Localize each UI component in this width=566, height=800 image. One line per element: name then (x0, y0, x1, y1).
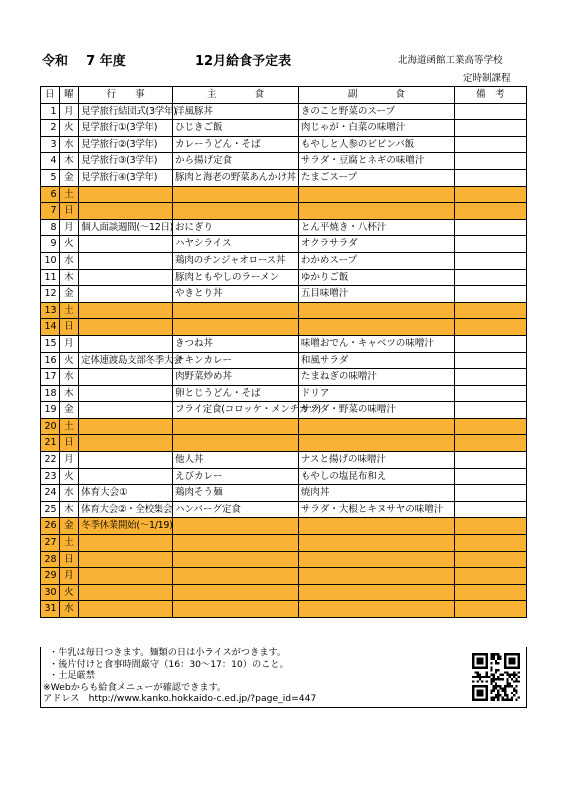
header-weekday: 曜 (59, 87, 79, 104)
table-row (41, 385, 527, 402)
cell-weekday: 月 (59, 452, 79, 469)
cell-weekday: 水 (59, 601, 79, 618)
cell-weekday: 金 (59, 169, 79, 186)
cell-event (79, 402, 173, 419)
table-row (41, 584, 527, 601)
cell-note (454, 319, 526, 336)
cell-weekday: 月 (59, 103, 79, 120)
cell-day: 11 (41, 269, 60, 286)
cell-main: から揚げ定食 (173, 153, 299, 170)
cell-note (454, 584, 526, 601)
cell-day: 1 (41, 103, 60, 120)
cell-side (298, 418, 454, 435)
cell-side: もやしの塩昆布和え (298, 468, 454, 485)
cell-note (454, 186, 526, 203)
cell-event (79, 335, 173, 352)
cell-weekday: 月 (59, 335, 79, 352)
table-row (41, 518, 527, 535)
cell-weekday: 月 (59, 568, 79, 585)
cell-event (79, 584, 173, 601)
cell-note (454, 568, 526, 585)
cell-day: 25 (41, 501, 60, 518)
cell-note (454, 601, 526, 618)
cell-side (298, 435, 454, 452)
cell-side: わかめスープ (298, 252, 454, 269)
cell-main: カレーうどん・そば (173, 136, 299, 153)
cell-event: 冬季休業開始(～1/19) (79, 518, 173, 535)
header-note: 備 考 (454, 87, 526, 104)
cell-day: 7 (41, 203, 60, 220)
cell-side: オクラサラダ (298, 236, 454, 253)
cell-event (79, 286, 173, 303)
cell-day: 12 (41, 286, 60, 303)
cell-side: 和風サラダ (298, 352, 454, 369)
cell-day: 4 (41, 153, 60, 170)
cell-day: 2 (41, 120, 60, 137)
course-name: 定時制課程 (463, 73, 511, 84)
cell-event (79, 319, 173, 336)
cell-event: 体育大会②・全校集会 (79, 501, 173, 518)
cell-event (79, 601, 173, 618)
cell-weekday: 火 (59, 236, 79, 253)
cell-event (79, 568, 173, 585)
cell-side (298, 518, 454, 535)
cell-weekday: 金 (59, 286, 79, 303)
cell-weekday: 土 (59, 302, 79, 319)
cell-day: 14 (41, 319, 60, 336)
cell-main: 肉野菜炒め丼 (173, 369, 299, 386)
cell-main (173, 601, 299, 618)
notes-list (41, 647, 526, 705)
table-row (41, 236, 527, 253)
header-main: 主 食 (173, 87, 299, 104)
table-row (41, 219, 527, 236)
cell-note (454, 269, 526, 286)
table-row (41, 335, 527, 352)
table-row (41, 153, 527, 170)
cell-main: 鶏肉そう麺 (173, 485, 299, 502)
cell-note (454, 551, 526, 568)
cell-weekday: 金 (59, 518, 79, 535)
cell-event (79, 269, 173, 286)
table-row (41, 551, 527, 568)
notes-box (40, 647, 527, 708)
table-row (41, 286, 527, 303)
note-line: ・牛乳は毎日つきます。麺類の日は小ライスがつきます。 (49, 647, 287, 658)
cell-side: もやしと人参のビビンバ飯 (298, 136, 454, 153)
header-day: 日 (41, 87, 60, 104)
cell-weekday: 土 (59, 535, 79, 552)
header-event: 行 事 (79, 87, 173, 104)
cell-main: 洋風豚丼 (173, 103, 299, 120)
cell-main (173, 584, 299, 601)
page-title: 12月給食予定表 (195, 54, 292, 69)
note-line: アドレス http://www.kanko.hokkaido-c.ed.jp/?page_id=447 (43, 693, 317, 704)
cell-weekday: 火 (59, 584, 79, 601)
cell-note (454, 352, 526, 369)
cell-main: 豚肉と海老の野菜あんかけ丼 (173, 169, 299, 186)
cell-note (454, 169, 526, 186)
note-line: ※Webからも給食メニューが確認できます。 (43, 681, 227, 693)
cell-event (79, 302, 173, 319)
cell-event (79, 468, 173, 485)
cell-weekday: 日 (59, 319, 79, 336)
table-row (41, 501, 527, 518)
cell-day: 29 (41, 568, 60, 585)
year: 7 年度 (86, 54, 126, 69)
cell-weekday: 水 (59, 485, 79, 502)
cell-event: 見学旅行③(3学年) (79, 153, 173, 170)
cell-note (454, 120, 526, 137)
cell-side (298, 535, 454, 552)
cell-event (79, 452, 173, 469)
table-row (41, 601, 527, 618)
cell-main (173, 535, 299, 552)
cell-main: ハヤシライス (173, 236, 299, 253)
cell-day: 23 (41, 468, 60, 485)
menu-table (40, 86, 527, 618)
cell-main: 卵とじうどん・そば (173, 385, 299, 402)
table-row (41, 402, 527, 419)
cell-day: 5 (41, 169, 60, 186)
table-row (41, 352, 527, 369)
cell-side: たまごスープ (298, 169, 454, 186)
cell-note (454, 501, 526, 518)
cell-day: 15 (41, 335, 60, 352)
cell-event: 見学旅行①(3学年) (79, 120, 173, 137)
cell-weekday: 日 (59, 551, 79, 568)
cell-main: おにぎり (173, 219, 299, 236)
cell-day: 10 (41, 252, 60, 269)
cell-note (454, 535, 526, 552)
cell-weekday: 火 (59, 468, 79, 485)
cell-main: えびカレー (173, 468, 299, 485)
cell-day: 18 (41, 385, 60, 402)
cell-main: ハンバーグ定食 (173, 501, 299, 518)
cell-weekday: 水 (59, 252, 79, 269)
cell-side: ゆかりご飯 (298, 269, 454, 286)
cell-side: 焼肉丼 (298, 485, 454, 502)
table-row (41, 103, 527, 120)
cell-day: 31 (41, 601, 60, 618)
era: 令和 (42, 54, 69, 69)
cell-note (454, 435, 526, 452)
cell-weekday: 木 (59, 501, 79, 518)
table-row (41, 435, 527, 452)
cell-day: 16 (41, 352, 60, 369)
table-row (41, 252, 527, 269)
cell-main (173, 418, 299, 435)
cell-side: きのこと野菜のスープ (298, 103, 454, 120)
cell-note (454, 385, 526, 402)
cell-main (173, 203, 299, 220)
cell-main: やきとり丼 (173, 286, 299, 303)
cell-note (454, 452, 526, 469)
cell-note (454, 402, 526, 419)
cell-event (79, 385, 173, 402)
table-header-row (41, 87, 527, 104)
cell-side: 五目味噌汁 (298, 286, 454, 303)
cell-weekday: 木 (59, 153, 79, 170)
cell-main: きつね丼 (173, 335, 299, 352)
school-name: 北海道函館工業高等学校 (398, 55, 503, 66)
cell-side (298, 203, 454, 220)
cell-weekday: 日 (59, 435, 79, 452)
menu-body (41, 103, 527, 617)
cell-main (173, 568, 299, 585)
cell-day: 17 (41, 369, 60, 386)
cell-main (173, 551, 299, 568)
header-side: 副 食 (298, 87, 454, 104)
table-row (41, 452, 527, 469)
cell-weekday: 水 (59, 369, 79, 386)
cell-day: 13 (41, 302, 60, 319)
cell-side (298, 601, 454, 618)
cell-day: 21 (41, 435, 60, 452)
table-row (41, 186, 527, 203)
cell-event: 見学旅行②(3学年) (79, 136, 173, 153)
cell-main: 豚肉ともやしのラーメン (173, 269, 299, 286)
qr-code-icon[interactable] (472, 653, 520, 701)
note-line: ・土足厳禁 (49, 670, 95, 681)
table-row (41, 485, 527, 502)
table-row (41, 535, 527, 552)
cell-main: 他人丼 (173, 452, 299, 469)
table-row (41, 169, 527, 186)
cell-weekday: 水 (59, 136, 79, 153)
cell-event: 見学旅行結団式(3学年) (79, 103, 173, 120)
cell-main (173, 302, 299, 319)
cell-side (298, 186, 454, 203)
cell-note (454, 136, 526, 153)
cell-side: サラダ・野菜の味噌汁 (298, 402, 454, 419)
cell-day: 27 (41, 535, 60, 552)
cell-main (173, 186, 299, 203)
cell-side (298, 584, 454, 601)
cell-event (79, 551, 173, 568)
cell-weekday: 土 (59, 186, 79, 203)
cell-weekday: 火 (59, 120, 79, 137)
table-row (41, 269, 527, 286)
cell-day: 26 (41, 518, 60, 535)
cell-side (298, 302, 454, 319)
cell-day: 30 (41, 584, 60, 601)
cell-note (454, 219, 526, 236)
cell-main: ひじきご飯 (173, 120, 299, 137)
cell-event (79, 369, 173, 386)
table-row (41, 120, 527, 137)
cell-note (454, 485, 526, 502)
table-row (41, 319, 527, 336)
cell-weekday: 木 (59, 385, 79, 402)
cell-note (454, 236, 526, 253)
cell-day: 28 (41, 551, 60, 568)
cell-event (79, 418, 173, 435)
table-row (41, 418, 527, 435)
cell-weekday: 火 (59, 352, 79, 369)
cell-main (173, 319, 299, 336)
cell-event: 定体連渡島支部冬季大会 (79, 352, 173, 369)
cell-note (454, 252, 526, 269)
cell-note (454, 468, 526, 485)
cell-weekday: 月 (59, 219, 79, 236)
table-row (41, 369, 527, 386)
cell-day: 20 (41, 418, 60, 435)
cell-main: フライ定食(コロッケ・メンチカツ) (173, 402, 299, 419)
table-row (41, 302, 527, 319)
cell-note (454, 153, 526, 170)
cell-event (79, 535, 173, 552)
cell-day: 8 (41, 219, 60, 236)
cell-note (454, 103, 526, 120)
cell-side: ドリア (298, 385, 454, 402)
cell-side: 味噌おでん・キャベツの味噌汁 (298, 335, 454, 352)
cell-note (454, 369, 526, 386)
table-row (41, 203, 527, 220)
cell-event: 体育大会① (79, 485, 173, 502)
cell-side: たまねぎの味噌汁 (298, 369, 454, 386)
cell-side: ナスと揚げの味噌汁 (298, 452, 454, 469)
cell-side (298, 551, 454, 568)
cell-note (454, 203, 526, 220)
cell-side: サラダ・豆腐とネギの味噌汁 (298, 153, 454, 170)
note-line: ・後片付けと食事時間厳守（16：30～17：10）のこと。 (49, 658, 289, 670)
cell-weekday: 金 (59, 402, 79, 419)
cell-day: 3 (41, 136, 60, 153)
cell-note (454, 335, 526, 352)
cell-main: 鶏肉のチンジャオロース丼 (173, 252, 299, 269)
cell-note (454, 518, 526, 535)
cell-note (454, 418, 526, 435)
cell-note (454, 302, 526, 319)
cell-side (298, 568, 454, 585)
cell-event (79, 236, 173, 253)
cell-event (79, 203, 173, 220)
cell-event: 個人面談週間(～12日) (79, 219, 173, 236)
cell-side: サラダ・大根とキヌサヤの味噌汁 (298, 501, 454, 518)
fiscal-year (42, 50, 126, 69)
cell-side (298, 319, 454, 336)
cell-weekday: 土 (59, 418, 79, 435)
cell-side: 肉じゃが・白菜の味噌汁 (298, 120, 454, 137)
cell-main (173, 435, 299, 452)
cell-day: 9 (41, 236, 60, 253)
cell-event (79, 252, 173, 269)
cell-event: 見学旅行④(3学年) (79, 169, 173, 186)
table-row (41, 468, 527, 485)
cell-main (173, 518, 299, 535)
cell-event (79, 435, 173, 452)
table-row (41, 136, 527, 153)
cell-day: 6 (41, 186, 60, 203)
cell-side: とん平焼き・八杯汁 (298, 219, 454, 236)
cell-event (79, 186, 173, 203)
table-row (41, 568, 527, 585)
cell-weekday: 木 (59, 269, 79, 286)
cell-day: 19 (41, 402, 60, 419)
cell-main: チキンカレー (173, 352, 299, 369)
cell-note (454, 286, 526, 303)
cell-day: 24 (41, 485, 60, 502)
cell-weekday: 日 (59, 203, 79, 220)
cell-day: 22 (41, 452, 60, 469)
